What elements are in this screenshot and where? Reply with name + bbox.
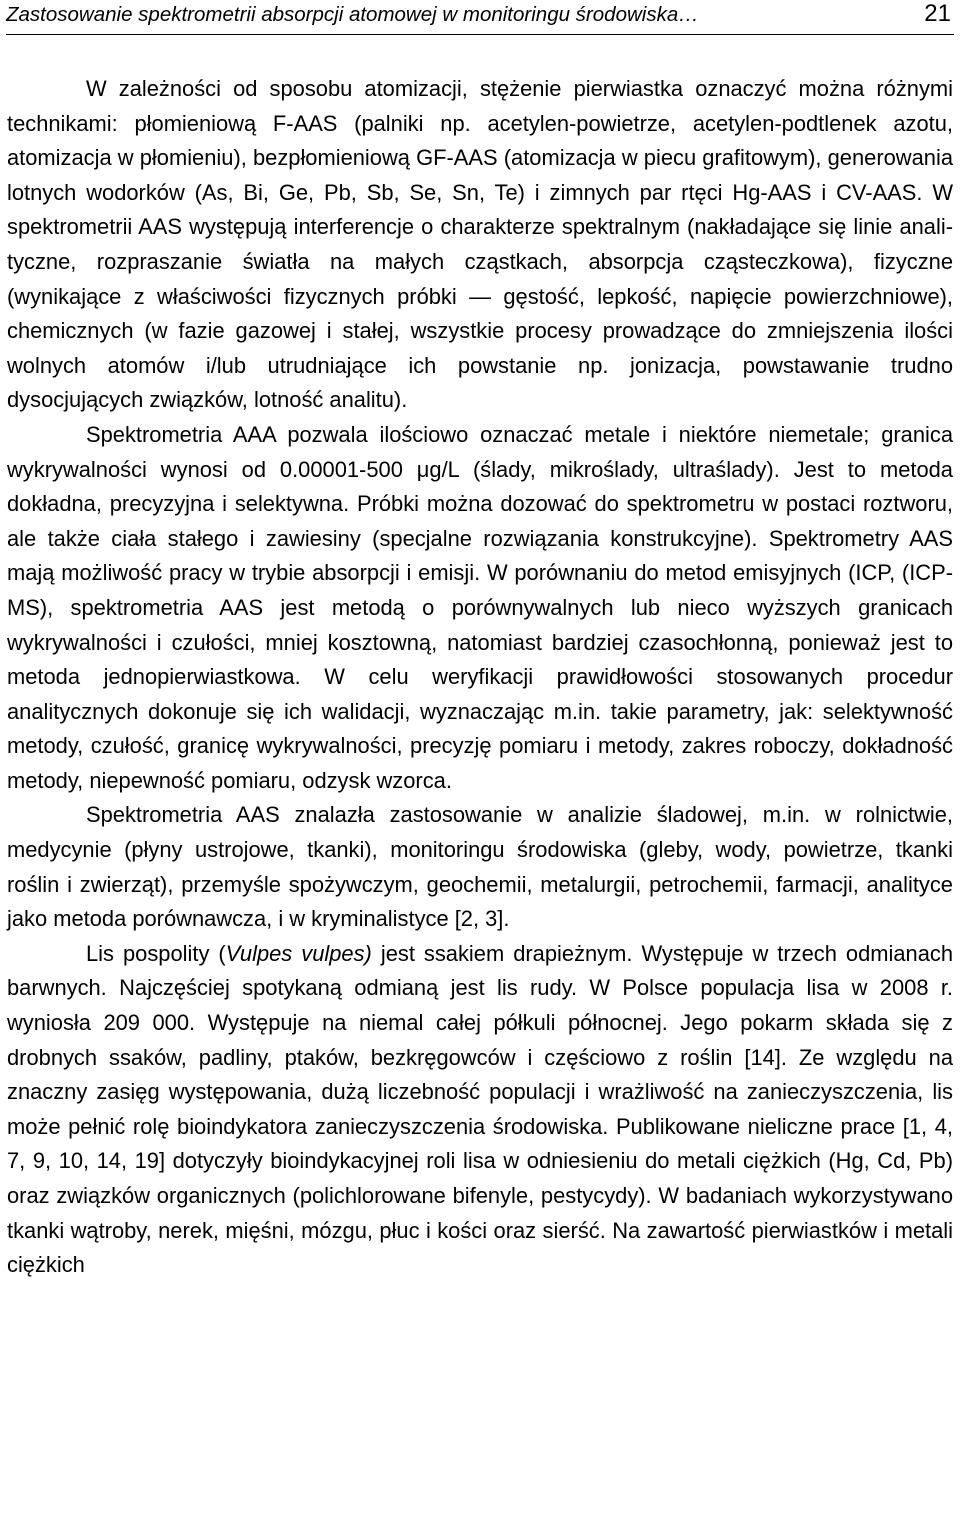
header-title: Zastosowanie spektrometrii absorpcji atomowej w monitoringu środowiska… xyxy=(6,3,699,26)
fox-text-body: jest ssakiem drapieżnym. Występuje w trzech odmianach barwnych. Najczęściej spotykaną odmianą jest lis rudy. W Polsce populacja lisa w 2008 r. wyniosła 209 000. Występuje na niemal całej półkuli północnej. Jego pokarm składa się z drobnych ssaków, padliny, ptaków, bezkręgowców i częściowo z roślin [14]. Ze względu na znaczny zasięg występowania, dużą liczebność populacji i wrażliwość na zanieczyszczenia, lis może pełnić rolę bioindykatora zanieczyszczenia środowiska. Publikowane nieliczne prace [1, 4, 7, 9, 10, 14, 19] dotyczyły bioindykacyjnej roli lisa w odniesieniu do metali ciężkich (Hg, Cd, Pb) oraz związków organicznych (polichlorowane bifenyle, pestycydy). W badaniach wykorzystywano tkanki wątroby, nerek, mięśni, mózgu, płuc i kości oraz sierść. Na zawartość pierwiastków i metali ciężkich xyxy=(7,940,954,1278)
running-header xyxy=(6,0,954,35)
paragraph-aas-capabilities: Spektrometria AAA pozwala ilościowo oznaczać metale i niektóre niemetale; granica wykrywalności wynosi od 0.00001-500 μg/L (ślady, mikroślady, ultraślady). Jest to metoda dokładna, precyzyjna i selektywna. Próbki można dozować do spektrometru w postaci roztworu, ale także ciała stałego i zawiesiny (specjalne rozwiązania konstrukcyjne). Spektrometry AAS mają możliwość pracy w trybie absorpcji i emisji. W porównaniu do metod emisyjnych (ICP, (ICP-MS), spektrometria AAS jest metodą o porównywalnych lub nieco wyższych granicach wykrywalności i czułości, mniej kosztowną, natomiast bardziej czasochłonną, ponieważ jest to metoda jednopierwiastkowa. W celu weryfikacji prawidłowości stosowanych procedur analitycznych dokonuje się ich walidacji, wyznaczając m.in. takie parametry, jak: selektywność metody, czułość, granicę wykrywalności, precyzję pomiaru i metody, zakres roboczy, dokładność metody, niepewność pomiaru, odzysk wzorca. xyxy=(7,421,953,793)
paragraph-red-fox xyxy=(7,937,953,1283)
fox-latin-name: Vulpes vulpes) xyxy=(225,940,372,966)
paragraph-aas-atomization: W zależności od sposobu atomizacji, stężenie pierwiastka oznaczyć można różnymi technikami: płomieniową F-AAS (palniki np. acetylen-powietrze, acetylen-podtlenek azotu, atomizacja w płomieniu), bezpłomieniową GF-AAS (atomizacja w piecu grafitowym), generowania lotnych wodorków (As, Bi, Ge, Pb, Sb, Se, Sn, Te) i zimnych par rtęci Hg-AAS i CV-AAS. W spektrometrii AAS występują interferencje o charakterze spektralnym (nakładające się linie analityczne, rozpraszanie światła na małych cząstkach, absorpcja cząsteczkowa), fizyczne (wynikające z właściwości fizycznych próbki — gęstość, lepkość, napięcie powierzchniowe), chemicznych (w fazie gazowej i stałej, wszystkie procesy prowadzące do zmniejszenia ilości wolnych atomów i/lub utrudniające ich powstanie np. jonizacja, powstawanie trudno dysocjujących związków, lotność analitu). xyxy=(7,76,953,413)
page-number: 21 xyxy=(924,0,951,27)
fox-text-intro: Lis pospolity ( xyxy=(86,940,226,966)
paragraph-aas-applications: Spektrometria AAS znalazła zastosowanie w analizie śladowej, m.in. w rolnictwie, medycynie (płyny ustrojowe, tkanki), monitoringu środowiska (gleby, wody, powietrze, tkanki roślin i zwierząt), przemyśle spożywczym, geochemii, metalurgii, petrochemii, farmacji, analityce jako metoda porównawcza, i w kryminalistyce [2, 3]. xyxy=(7,802,953,932)
body-text xyxy=(7,72,953,1283)
